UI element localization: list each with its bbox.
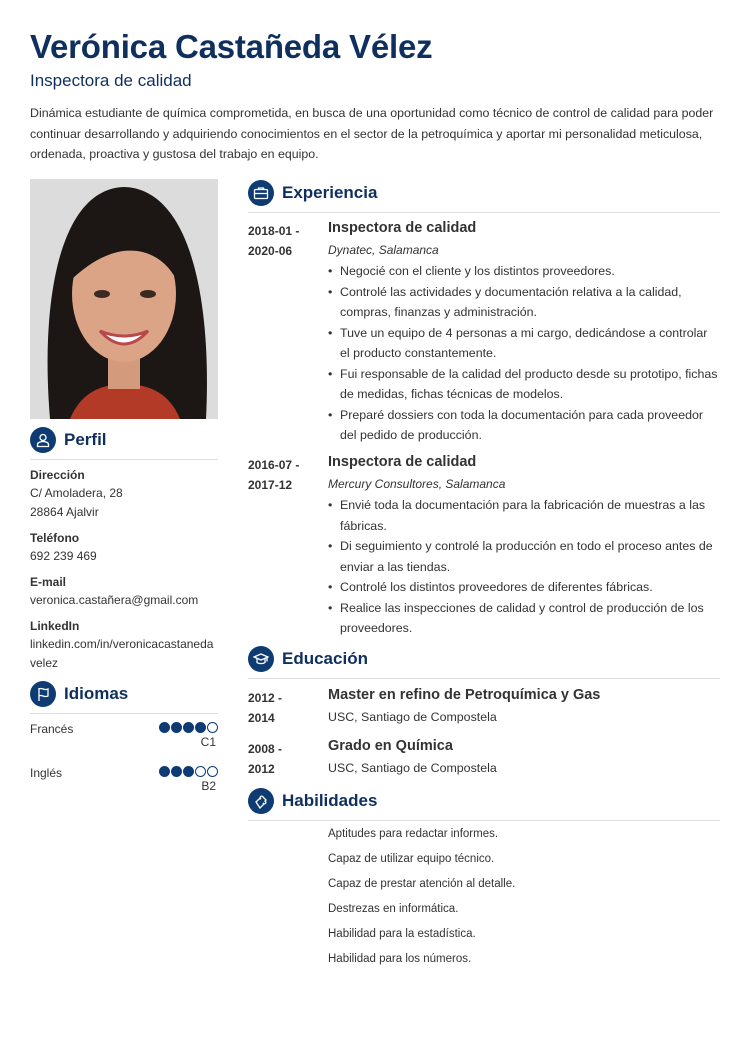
language-name: Inglés: [30, 766, 63, 780]
job-bullet: • Realice las inspecciones de calidad y control de producción de los proveedores.: [328, 598, 720, 639]
skill-item: Capaz de prestar atención al detalle.: [328, 878, 516, 890]
briefcase-icon: [248, 180, 274, 206]
linkedin-label: LinkedIn: [30, 619, 80, 633]
graduation-cap-icon: [248, 646, 274, 672]
job-bullets: [328, 495, 720, 639]
user-icon: [30, 427, 56, 453]
language-rating: [159, 766, 218, 777]
language-name: Francés: [30, 722, 74, 736]
job-bullet: • Di seguimiento y controlé la producción en todo el proceso antes de enviar a las tiendas.: [328, 536, 720, 577]
rating-dot: [183, 766, 194, 777]
education-section-header: [248, 646, 720, 679]
candidate-role: Inspectora de calidad: [30, 71, 192, 90]
address-line2: 28864 Ajalvir: [30, 505, 99, 519]
job-title: Inspectora de calidad: [328, 454, 477, 470]
profile-photo: [30, 179, 218, 419]
rating-dot: [171, 766, 182, 777]
job-bullet: • Tuve un equipo de 4 personas a mi cargo, dedicándose a controlar el producto constantemente.: [328, 323, 720, 364]
puzzle-icon: [248, 788, 274, 814]
degree: Master en refino de Petroquímica y Gas: [328, 687, 601, 703]
skill-item: Aptitudes para redactar informes.: [328, 828, 499, 840]
skill-item: Capaz de utilizar equipo técnico.: [328, 853, 495, 865]
rating-dot: [171, 722, 182, 733]
flag-icon: [30, 681, 56, 707]
job-bullets: [328, 261, 720, 446]
rating-dot: [159, 766, 170, 777]
language-item: [30, 722, 218, 749]
address-line1: C/ Amoladera, 28: [30, 486, 123, 500]
linkedin-link[interactable]: linkedin.com/in/veronicacastanedavelez: [30, 637, 214, 670]
language-level: B2: [201, 779, 216, 793]
education-dates: 2008 - 2012: [248, 742, 283, 776]
language-item: [30, 766, 218, 793]
job-bullet: • Fui responsable de la calidad del producto desde su prototipo, fichas de medidas, fichas técnicas de modelos.: [328, 364, 720, 405]
school: USC, Santiago de Compostela: [328, 710, 497, 724]
job-bullet: • Controlé los distintos proveedores de diferentes fábricas.: [328, 577, 720, 598]
languages-title: Idiomas: [64, 684, 129, 703]
profile-section-header: [30, 427, 218, 460]
email-link[interactable]: veronica.castañera@gmail.com: [30, 593, 199, 607]
job-dates: 2018-01 - 2020-06: [248, 224, 300, 258]
rating-dot: [195, 766, 206, 777]
experience-section-header: [248, 180, 720, 213]
job-title: Inspectora de calidad: [328, 220, 477, 236]
rating-dot: [183, 722, 194, 733]
address-label: Dirección: [30, 468, 85, 482]
job-dates: 2016-07 - 2017-12: [248, 458, 300, 492]
job-company: Mercury Consultores, Salamanca: [328, 477, 506, 491]
candidate-name: Verónica Castañeda Vélez: [30, 28, 433, 65]
skill-item: Destrezas en informática.: [328, 903, 459, 915]
skills-title: Habilidades: [282, 791, 378, 810]
phone: 692 239 469: [30, 549, 97, 563]
language-level: C1: [200, 735, 216, 749]
degree: Grado en Química: [328, 738, 453, 754]
experience-title: Experiencia: [282, 183, 378, 202]
job-bullet: • Envié toda la documentación para la fabricación de muestras a las fábricas.: [328, 495, 720, 536]
school: USC, Santiago de Compostela: [328, 761, 497, 775]
skills-section-header: [248, 788, 720, 821]
education-dates: 2012 - 2014: [248, 691, 283, 725]
profile-title: Perfil: [64, 430, 107, 449]
job-bullet: • Controlé las actividades y documentación relativa a la calidad, compras, finanzas y administración.: [328, 282, 720, 323]
skill-item: Habilidad para la estadística.: [328, 928, 476, 940]
languages-section-header: [30, 681, 218, 714]
rating-dot: [207, 722, 218, 733]
education-title: Educación: [282, 649, 368, 668]
summary: Dinámica estudiante de química comprometida, en busca de una oportunidad como técnico de control de calidad para poder continuar desarrollando y adquiriendo conocimientos en el sector de la petroquímica y aportar mi personalidad meticulosa, ordenada, proactiva y gustosa del trabajo en equipo.: [30, 106, 714, 161]
phone-label: Teléfono: [30, 531, 80, 545]
job-bullet: • Negocié con el cliente y los distintos proveedores.: [328, 261, 720, 282]
rating-dot: [195, 722, 206, 733]
email-label: E-mail: [30, 575, 67, 589]
language-rating: [159, 722, 218, 733]
rating-dot: [207, 766, 218, 777]
skill-item: Habilidad para los números.: [328, 953, 472, 965]
job-company: Dynatec, Salamanca: [328, 243, 439, 257]
job-bullet: • Preparé dossiers con toda la documentación para cada proveedor del pedido de producción.: [328, 405, 720, 446]
rating-dot: [159, 722, 170, 733]
